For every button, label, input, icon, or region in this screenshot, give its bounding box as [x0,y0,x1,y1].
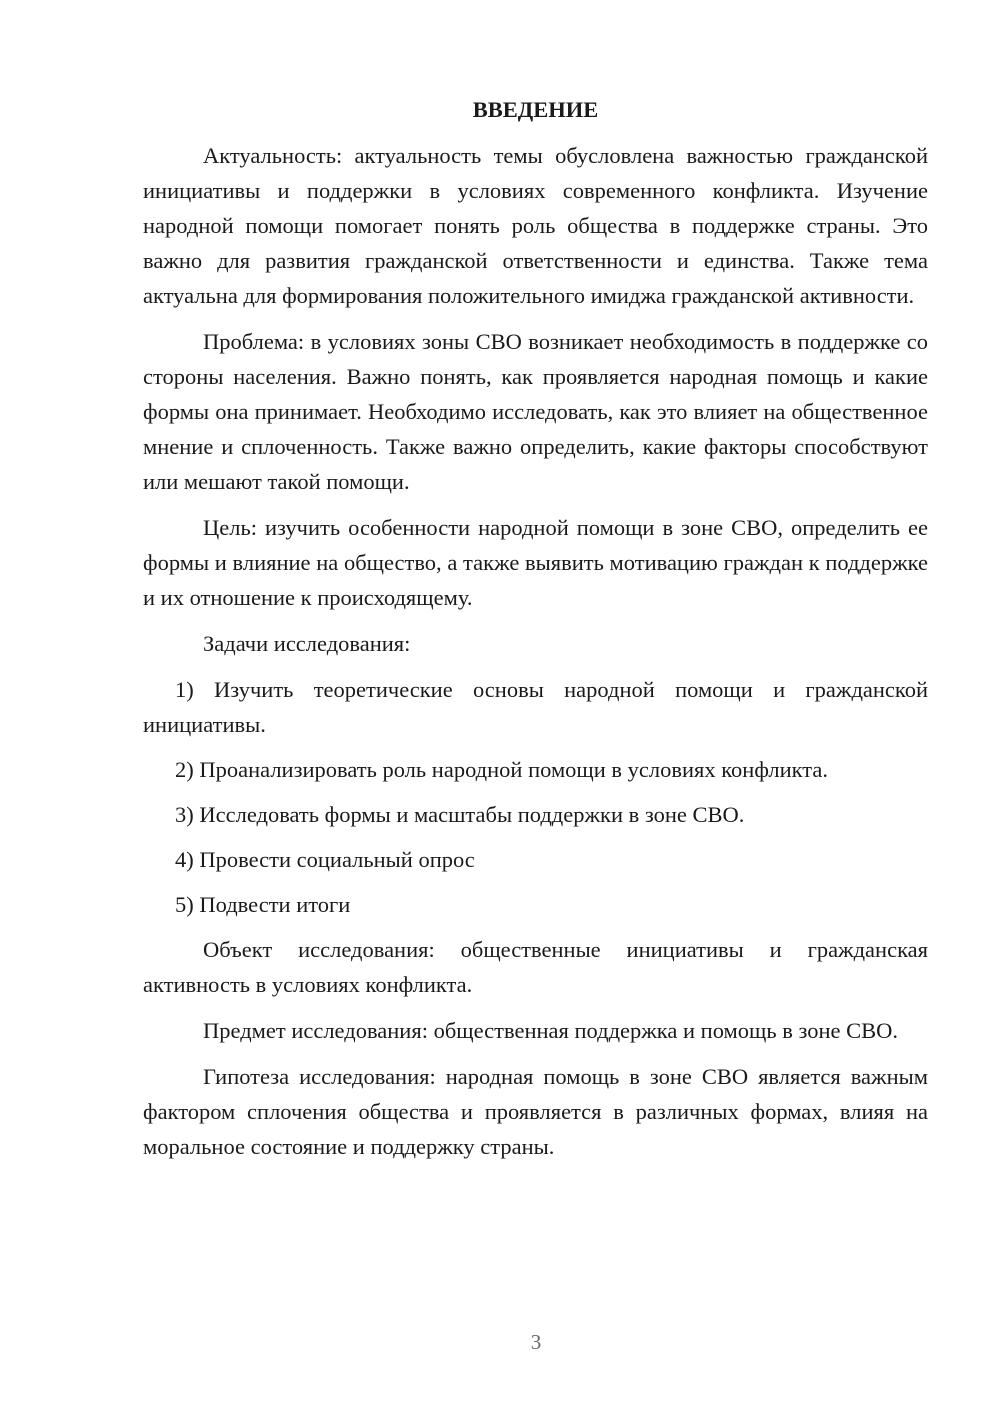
hypothesis-paragraph: Гипотеза исследования: народная помощь в зоне СВО является важным фактором сплочения общества и проявляется в различных формах, влияя на моральное состояние и поддержку страны. [143,1064,928,1159]
task-item: 3) Исследовать формы и масштабы поддержки в зоне СВО. [175,802,745,827]
subject-paragraph: Предмет исследования: общественная поддержка и помощь в зоне СВО. [203,1018,899,1043]
task-item: 2) Проанализировать роль народной помощи в условиях конфликта. [175,757,828,782]
page-number: 3 [530,1330,542,1354]
goal-paragraph: Цель: изучить особенности народной помощи в зоне СВО, определить ее формы и влияние на общество, а также выявить мотивацию граждан к поддержке и их отношение к происходящему. [143,515,928,610]
document-page [143,92,928,1175]
task-item: 4) Провести социальный опрос [175,847,475,872]
tasks-heading: Задачи исследования: [203,631,411,656]
page-title: ВВЕДЕНИЕ [472,97,599,122]
tasks-list [143,672,928,922]
problem-paragraph: Проблема: в условиях зоны СВО возникает необходимость в поддержке со стороны населения. Важно понять, как проявляется народная помощь и какие формы она принимает. Необходимо исследовать, как это влияет на общественное мнение и сплоченность. Также важно определить, какие факторы способствуют или мешают такой помощи. [143,329,928,494]
task-item: 1) Изучить теоретические основы народной помощи и гражданской инициативы. [143,677,928,737]
object-paragraph: Объект исследования: общественные инициативы и гражданская активность в условиях конфликта. [143,937,928,997]
relevance-paragraph: Актуальность: актуальность темы обусловлена важностью гражданской инициативы и поддержки в условиях современного конфликта. Изучение народной помощи помогает понять роль общества в поддержке страны. Это важно для развития гражданской ответственности и единства. Также тема актуальна для формирования положительного имиджа гражданской активности. [143,143,928,308]
task-item: 5) Подвести итоги [175,892,351,917]
